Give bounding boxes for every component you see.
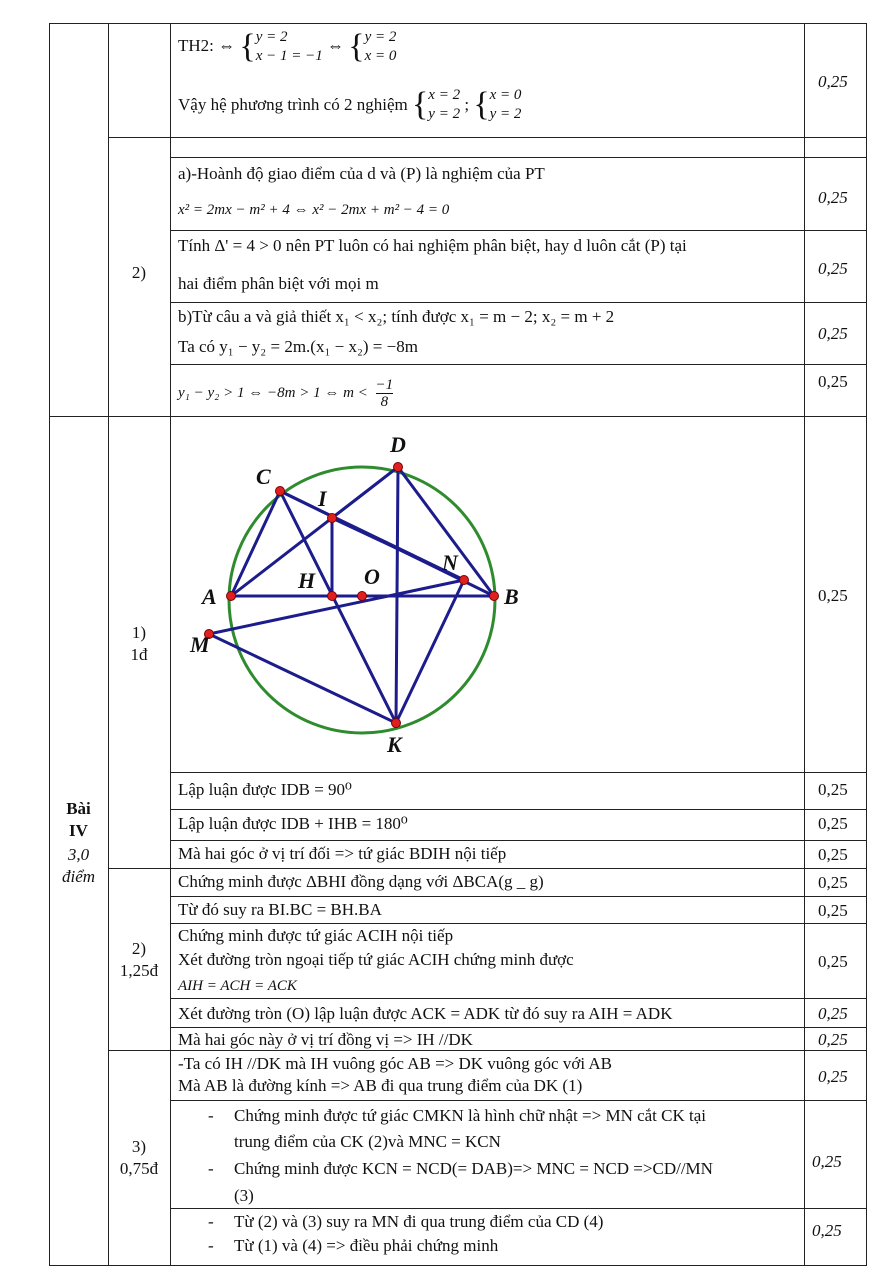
- col-divider-2: [170, 23, 171, 1266]
- label-m: M: [190, 632, 210, 657]
- label-h: H: [298, 568, 316, 593]
- p3-b4: (3): [234, 1186, 254, 1205]
- table-border-top: [49, 23, 867, 24]
- part2-b-line1: b)Từ câu a và giả thiết x₁ < x₂; tính được x₁ = m − 2; x₂ = m + 2: [178, 307, 615, 326]
- score: 0,25: [818, 845, 848, 864]
- geometry-diagram: [172, 422, 552, 767]
- col-divider-3: [804, 23, 805, 1266]
- row-line: [108, 1050, 867, 1051]
- row-line: [49, 416, 867, 417]
- p2-block-line3: AIH = ACH = ACK: [178, 978, 297, 994]
- label-k: K: [387, 732, 402, 757]
- score: 0,25: [812, 1221, 842, 1240]
- score: 0,25: [818, 1030, 848, 1049]
- part-number: 2) 1,25đ: [119, 939, 159, 980]
- part-number: 1) 1đ: [130, 623, 148, 664]
- score: 0,25: [818, 780, 848, 799]
- score: 0,25: [818, 1004, 848, 1023]
- score: 0,25: [818, 188, 848, 207]
- label-d: D: [390, 432, 406, 457]
- label-c: C: [256, 464, 271, 489]
- point-i: [328, 514, 337, 523]
- score: 0,25: [818, 952, 848, 971]
- row-line: [170, 923, 867, 924]
- table-border-right: [866, 23, 867, 1266]
- table-border-bottom: [49, 1265, 867, 1266]
- p3-c1: - Từ (2) và (3) suy ra MN đi qua trung điểm của CD (4): [234, 1212, 603, 1232]
- p3-b2: trung điểm của CK (2)và MNC = KCN: [234, 1132, 501, 1151]
- segment: [396, 580, 464, 723]
- segment: [231, 491, 280, 596]
- label-b: B: [504, 584, 519, 609]
- row-line: [170, 896, 867, 897]
- label-a: A: [202, 584, 217, 609]
- segment: [398, 467, 494, 596]
- point-d: [394, 463, 403, 472]
- row-line: [170, 998, 867, 999]
- score: 0,25: [818, 259, 848, 278]
- p3-b1: - Chứng minh được tứ giác CMKN là hình chữ nhật => MN cắt CK tại: [234, 1106, 706, 1126]
- point-n: [460, 576, 469, 585]
- row-line: [170, 809, 867, 810]
- part2-delta-line2: hai điểm phân biệt với mọi m: [178, 274, 379, 293]
- segment: [209, 634, 396, 723]
- point-h: [328, 592, 337, 601]
- p1-row: Mà hai góc ở vị trí đối => tứ giác BDIH nội tiếp: [178, 844, 507, 863]
- row-line: [170, 302, 867, 303]
- p3-b3: - Chứng minh được KCN = NCD(= DAB)=> MNC = NCD =>CD//MN: [234, 1159, 713, 1179]
- score: 0,25: [812, 1152, 842, 1171]
- row-line: [170, 230, 867, 231]
- score: 0,25: [818, 814, 848, 833]
- point-o: [358, 592, 367, 601]
- p2-row: Từ đó suy ra BI.BC = BH.BA: [178, 900, 382, 919]
- row-line: [170, 157, 867, 158]
- p2-row: Chứng minh được ΔBHI đồng dạng với ΔBCA(g _ g): [178, 872, 544, 891]
- score: 0,25: [818, 873, 848, 892]
- part-number: 2): [131, 263, 147, 282]
- point-b: [490, 592, 499, 601]
- row-line: [170, 1208, 867, 1209]
- label-i: I: [318, 486, 327, 511]
- score: 0,25: [818, 372, 848, 391]
- row-line: [108, 868, 867, 869]
- section-points: 3,0 điểm: [61, 845, 96, 886]
- row-line: [170, 840, 867, 841]
- p2-block-line1: Chứng minh được tứ giác ACIH nội tiếp: [178, 926, 454, 945]
- score: 0,25: [818, 324, 848, 343]
- p1-row: Lập luận được IDB = 90⁰: [178, 780, 352, 799]
- row-line: [108, 137, 867, 138]
- part2-b-line2: Ta có y₁ − y₂ = 2m.(x₁ − x₂) = −8m: [178, 337, 418, 356]
- score: 0,25: [818, 586, 848, 605]
- part2-c-line: y₁ − y₂ > 1 ⇔ −8m > 1 ⇔ m < $\frac{-1}{8}$: [178, 377, 394, 410]
- table-border-left: [49, 23, 50, 1266]
- score: 0,25: [818, 72, 848, 91]
- section-title: Bài IV: [66, 799, 91, 840]
- segment: [209, 580, 464, 634]
- part-number: 3) 0,75đ: [119, 1137, 159, 1178]
- row-line: [170, 364, 867, 365]
- point-a: [227, 592, 236, 601]
- label-n: N: [442, 550, 458, 575]
- p3-c2: - Từ (1) và (4) => điều phải chứng minh: [234, 1236, 498, 1256]
- point-c: [276, 487, 285, 496]
- point-k: [392, 719, 401, 728]
- part2-a-line2: x² = 2mx − m² + 4 ⇔ x² − 2mx + m² − 4 = 0: [178, 202, 450, 218]
- part2-delta-line1: Tính Δ' = 4 > 0 nên PT luôn có hai nghiệm phân biệt, hay d luôn cắt (P) tại: [178, 236, 687, 255]
- row-line: [170, 1027, 867, 1028]
- score: 0,25: [818, 901, 848, 920]
- segment: [332, 467, 398, 518]
- label-o: O: [364, 564, 380, 589]
- part2-a-line1: a)-Hoành độ giao điểm của d và (P) là nghiệm của PT: [178, 164, 545, 183]
- row-line: [170, 1100, 867, 1101]
- p2-block-line2: Xét đường tròn ngoại tiếp tứ giác ACIH chứng minh được: [178, 950, 574, 969]
- p2-row4: Xét đường tròn (O) lập luận được ACK = ADK từ đó suy ra AIH = ADK: [178, 1004, 673, 1023]
- th2-line: TH2: ⇔ {y = 2 x − 1 = −1 ⇔ {y = 2 x = 0: [178, 28, 397, 65]
- row-line: [170, 772, 867, 773]
- p2-row5: Mà hai góc này ở vị trí đồng vị => IH //DK: [178, 1030, 473, 1049]
- p1-row: Lập luận được IDB + IHB = 180⁰: [178, 814, 408, 833]
- p3-a2: Mà AB là đường kính => AB đi qua trung điểm của DK (1): [178, 1076, 583, 1095]
- th2-conclusion: Vậy hệ phương trình có 2 nghiệm {x = 2 y = 2 ; {x = 0 y = 2: [178, 86, 522, 123]
- p3-a1: -Ta có IH //DK mà IH vuông góc AB => DK vuông góc với AB: [178, 1054, 612, 1073]
- score: 0,25: [818, 1067, 848, 1086]
